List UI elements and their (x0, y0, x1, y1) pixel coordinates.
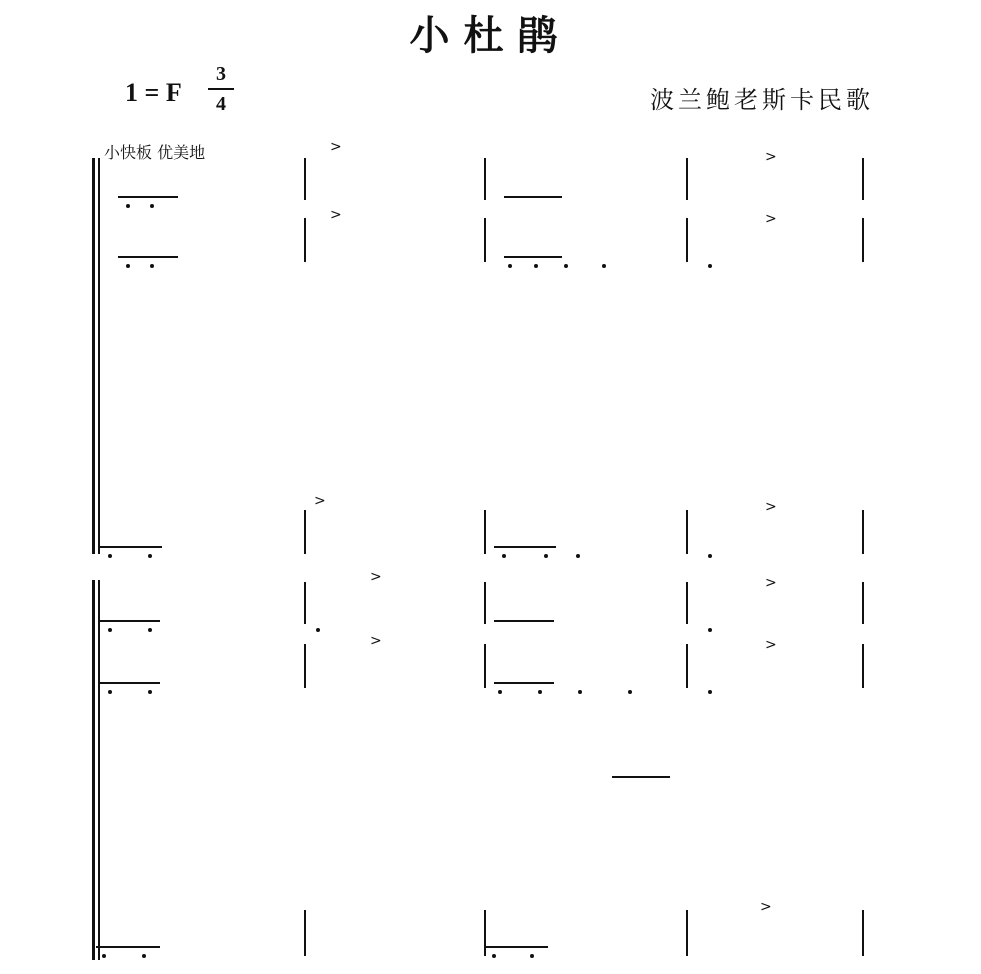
barline (304, 910, 306, 956)
octave-dot (316, 628, 320, 632)
key-signature: 1 = F (125, 78, 182, 107)
time-signature (208, 62, 234, 116)
octave-dot (108, 628, 112, 632)
barline (484, 218, 486, 262)
octave-dot (148, 628, 152, 632)
octave-dot (108, 690, 112, 694)
octave-dot (126, 264, 130, 268)
barline (862, 644, 864, 688)
octave-dot (544, 554, 548, 558)
barline (686, 644, 688, 688)
eighth-underline (494, 620, 554, 622)
accent-mark: > (314, 493, 326, 509)
system-bracket-inner (98, 580, 100, 960)
octave-dot (576, 554, 580, 558)
barline (686, 582, 688, 624)
lyric-underline (612, 776, 670, 778)
barline (862, 218, 864, 262)
barline (686, 910, 688, 956)
octave-dot (534, 264, 538, 268)
barline (862, 910, 864, 956)
eighth-underline (504, 196, 562, 198)
accent-mark: > (760, 899, 772, 915)
accent-mark: > (330, 139, 342, 155)
octave-dot (602, 264, 606, 268)
barline (484, 644, 486, 688)
barline (686, 218, 688, 262)
octave-dot (530, 954, 534, 958)
system-bracket (92, 158, 95, 554)
octave-dot (708, 264, 712, 268)
barline (862, 158, 864, 200)
octave-dot (708, 554, 712, 558)
eighth-underline (504, 256, 562, 258)
octave-dot (508, 264, 512, 268)
accent-mark: > (765, 637, 777, 653)
barline (686, 158, 688, 200)
barline (304, 218, 306, 262)
eighth-underline (118, 256, 178, 258)
barline (304, 158, 306, 200)
barline (304, 644, 306, 688)
octave-dot (108, 554, 112, 558)
barline (484, 582, 486, 624)
octave-dot (502, 554, 506, 558)
song-origin: 波兰鲍老斯卡民歌 (650, 86, 874, 114)
octave-dot (150, 204, 154, 208)
eighth-underline (494, 682, 554, 684)
octave-dot (708, 628, 712, 632)
octave-dot (126, 204, 130, 208)
octave-dot (498, 690, 502, 694)
accent-mark: > (370, 569, 382, 585)
barline (686, 510, 688, 554)
octave-dot (142, 954, 146, 958)
accent-mark: > (370, 633, 382, 649)
fraction-line (208, 88, 234, 90)
octave-dot (150, 264, 154, 268)
octave-dot (148, 690, 152, 694)
eighth-underline (96, 946, 160, 948)
barline (484, 510, 486, 554)
accent-mark: > (765, 575, 777, 591)
accent-mark: > (765, 211, 777, 227)
octave-dot (148, 554, 152, 558)
eighth-underline (484, 946, 548, 948)
accent-mark: > (330, 207, 342, 223)
time-signature-top: 3 (216, 63, 226, 85)
accent-mark: > (765, 499, 777, 515)
octave-dot (538, 690, 542, 694)
eighth-underline (100, 620, 160, 622)
eighth-underline (100, 546, 162, 548)
barline (862, 510, 864, 554)
accent-mark: > (765, 149, 777, 165)
octave-dot (708, 690, 712, 694)
eighth-underline (494, 546, 556, 548)
barline (484, 158, 486, 200)
octave-dot (628, 690, 632, 694)
barline (484, 910, 486, 956)
barline (304, 510, 306, 554)
eighth-underline (100, 682, 160, 684)
octave-dot (564, 264, 568, 268)
song-title: 小杜鹃 (409, 12, 572, 59)
barline (862, 582, 864, 624)
tempo-marking: 小快板 优美地 (104, 143, 206, 162)
system-bracket-inner (98, 158, 100, 554)
eighth-underline (118, 196, 178, 198)
barline (304, 582, 306, 624)
octave-dot (102, 954, 106, 958)
system-bracket (92, 580, 95, 960)
octave-dot (492, 954, 496, 958)
time-signature-bottom: 4 (216, 93, 226, 115)
octave-dot (578, 690, 582, 694)
